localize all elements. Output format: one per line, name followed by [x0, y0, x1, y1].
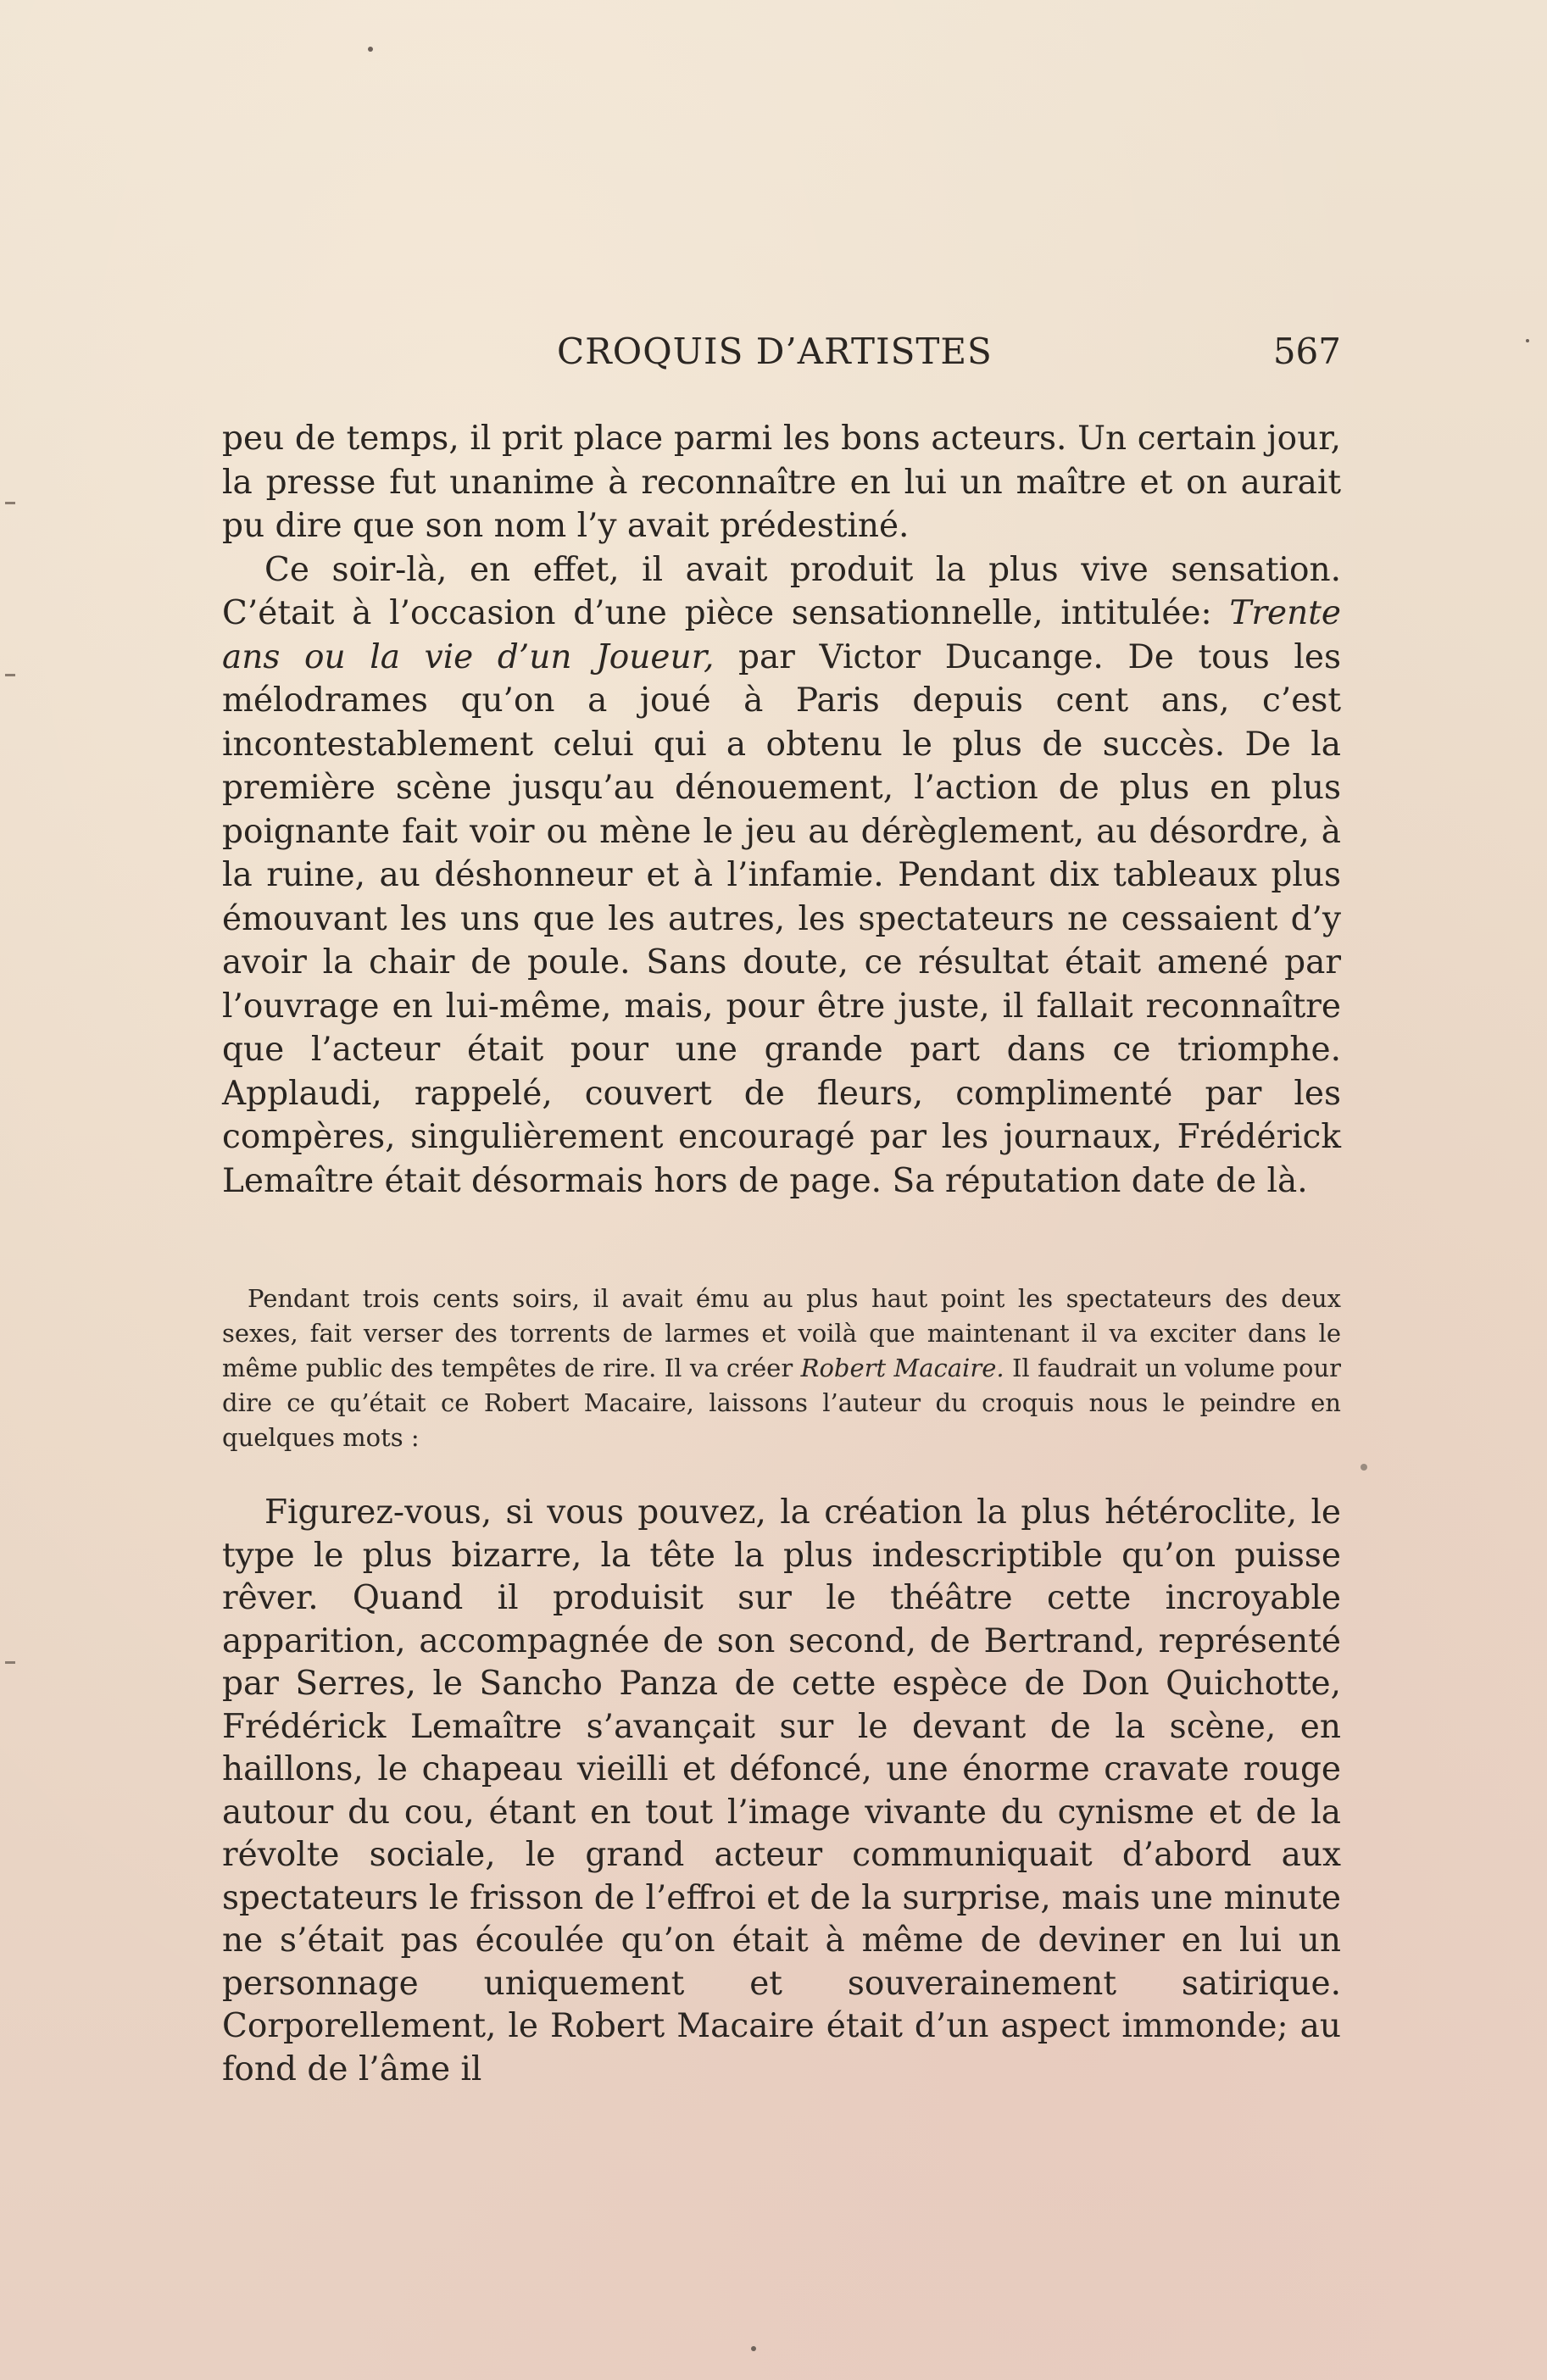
main-text-block-1	[222, 417, 1341, 1203]
paragraph-1	[222, 417, 1341, 548]
paragraph-2-text-a: Ce soir-là, en effet, il avait produit la plus vive sensation. C’était à l’occasion d’une pièce sensationnelle, intitulée:	[222, 550, 1341, 632]
small-print-note	[222, 1282, 1341, 1455]
note-paragraph	[222, 1282, 1341, 1455]
paragraph-3	[222, 1492, 1341, 2091]
note-text-b: Il faudrait un volume pour dire ce qu’était ce Robert Macaire, laissons l’auteur du croquis nous le peindre en quelques mots :	[222, 1354, 1341, 1452]
paper-speck	[368, 47, 373, 52]
paper-speck	[751, 2346, 756, 2351]
margin-mark	[5, 674, 15, 676]
paper-speck	[1526, 339, 1529, 342]
margin-mark	[5, 1661, 15, 1664]
paragraph-3-text: Figurez-vous, si vous pouvez, la création la plus hétéroclite, le type le plus bizarre, la tête la plus indescriptible qu’on puisse rêver. Quand il produisit sur le théâtre cette incroyable apparition, accompagnée de son second, de Bertrand, représenté par Serres, le Sancho Panza de cette espèce de Don Quichotte, Frédérick Lemaître s’avançait sur le devant de la scène, en haillons, le chapeau vieilli et défoncé, une énorme cravate rouge autour du cou, étant en tout l’image vivante du cynisme et de la révolte sociale, le grand acteur communiquait d’abord aux spectateurs le frisson de l’effroi et de la surprise, mais une minute ne s’était pas écoulée qu’on était à même de deviner en lui un personnage uniquement et souverainement satirique. Corporellement, le Robert Macaire était d’un aspect immonde; au fond de l’âme il	[222, 1493, 1341, 2088]
paper-speck	[1361, 1464, 1367, 1471]
play-title: Trente ans ou la vie d’un Joueur,	[222, 594, 1341, 676]
paragraph-1-text: peu de temps, il prit place parmi les bons acteurs. Un certain jour, la presse fut unanime à reconnaître en lui un maître et on aurait pu dire que son nom l’y avait prédestiné.	[222, 420, 1341, 545]
note-text-a: Pendant trois cents soirs, il avait ému au plus haut point les spectateurs des deux sexes, fait verser des torrents de larmes et voilà que maintenant il va exciter dans le même public des tempêtes de rire. Il va créer	[222, 1284, 1341, 1382]
running-title: CROQUIS D’ARTISTES	[557, 331, 993, 372]
margin-mark	[5, 502, 15, 504]
paragraph-2-text-b: par Victor Ducange. De tous les mélodrames qu’on a joué à Paris depuis cent ans, c’est incontestablement celui qui a obtenu le plus de succès. De la première scène jusqu’au dénouement, l’action de plus en plus poignante fait voir ou mène le jeu au dérèglement, au désordre, à la ruine, au déshonneur et à l’infamie. Pendant dix tableaux plus émouvant les uns que les autres, les spectateurs ne cessaient d’y avoir la chair de poule. Sans doute, ce résultat était amené par l’ouvrage en lui-même, mais, pour être juste, il fallait reconnaître que l’acteur était pour une grande part dans ce triomphe. Applaudi, rappelé, couvert de fleurs, complimenté par les compères, singulièrement encouragé par les journaux, Frédérick Lemaître était désormais hors de page. Sa réputation date de là.	[222, 637, 1341, 1200]
page-number: 567	[1272, 331, 1341, 372]
robert-macaire-title: Robert Macaire.	[800, 1354, 1004, 1382]
paragraph-2	[222, 548, 1341, 1204]
page-header	[222, 331, 1341, 381]
main-text-block-2	[222, 1492, 1341, 2091]
